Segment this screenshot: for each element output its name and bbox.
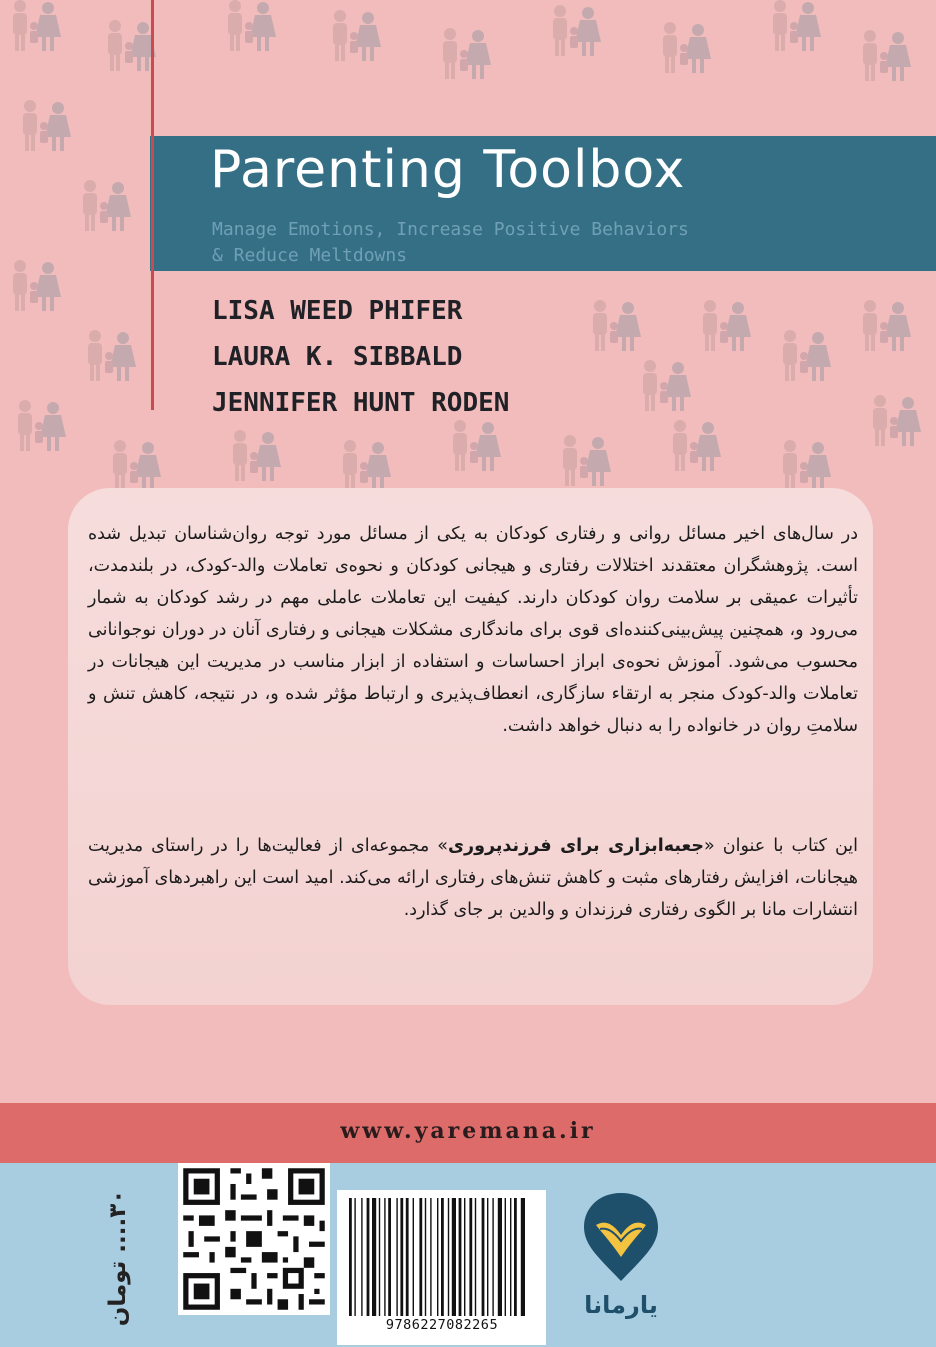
paragraph-text: این کتاب با عنوان «	[703, 836, 858, 856]
website-url: www.yaremana.ir	[340, 1118, 596, 1144]
book-subtitle: Manage Emotions, Increase Positive Behaviors & Reduce Meltdowns	[212, 219, 689, 266]
book-persian-title: جعبه‌ابزاری برای فرزندپروری	[447, 836, 704, 856]
isbn-number: 9786227082265	[385, 1317, 499, 1333]
author-name: JENNIFER HUNT RODEN	[212, 388, 510, 418]
accent-line	[151, 0, 154, 410]
publisher-logo	[578, 1185, 664, 1335]
author-list	[212, 288, 509, 426]
description-paragraph: در سال‌های اخیر مسائل روانی و رفتاری کودکان به یکی از مسائل مورد توجه روان‌شناسان تبدیل شده است. پژوهشگران معتقدند اختلالات رفتاری و هیجانی کودکان و نحوه‌ی تعاملات والد-کودک، در بلندمدت، تأثیرات عمیقی بر سلامت روان کودکان دارند. کیفیت این تعاملات عاملی مهم در رشد کودکان به شمار می‌رود و، همچنین پیش‌بینی‌کننده‌ای قوی برای ماندگاری مشکلات هیجانی و رفتاری آنان در دوران نوجوانانی محسوب می‌شود. آموزش نحوه‌ی ابراز احساسات و استفاده از ابزار مناسب در مدیریت این هیجانات در تعاملات والد-کودک منجر به ارتقاء سازگاری، انعطاف‌پذیری و ارتباط مؤثر شده و، در نتیجه، کاهش تنش و سلامتِ روان در خانواده را به دنبال خواهد داشت.	[88, 524, 858, 736]
author-name: LAURA K. SIBBALD	[212, 342, 463, 372]
price-label: ۳۰.... تومان	[105, 1189, 131, 1327]
author-name: LISA WEED PHIFER	[212, 296, 463, 326]
paragraph-text: » مجموعه‌ای از فعالیت‌ها را در راستای مدیریت هیجانات، افزایش رفتارهای مثبت و کاهش تنش‌های رفتاری ارائه می‌کند. امید است این راهبردهای آموزشی انتشارات مانا بر الگوی رفتاری فرزندان و والدین بر جای گذارد.	[88, 836, 858, 920]
publisher-logo-text: یارمانا	[584, 1291, 658, 1319]
qr-code	[178, 1163, 330, 1315]
description-paragraph	[88, 830, 858, 926]
book-title: Parenting Toolbox	[210, 140, 686, 200]
